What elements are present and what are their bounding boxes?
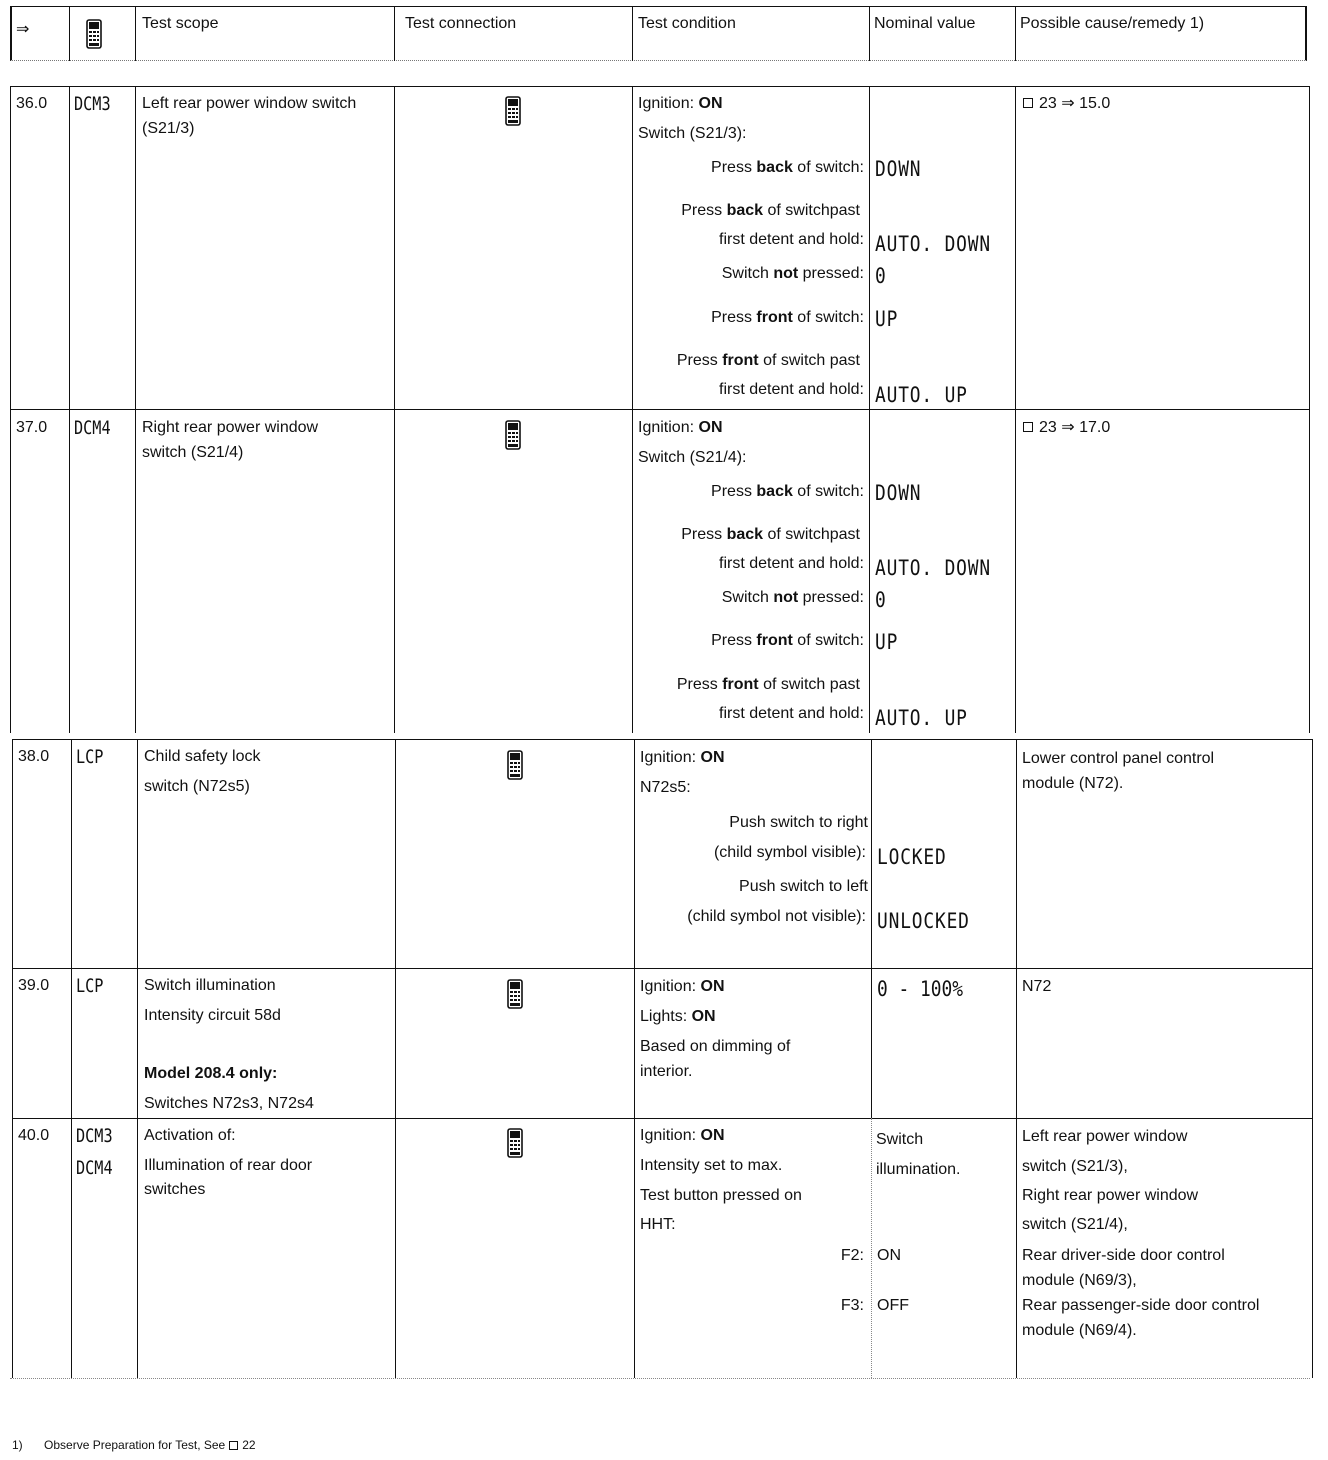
- condition-step: Press front of switch:: [711, 632, 864, 649]
- column-divider: [632, 86, 633, 733]
- footnote-text: Observe Preparation for Test, See: [44, 1438, 226, 1452]
- condition-step: (child symbol visible):: [713, 844, 866, 861]
- module-code: LCP: [76, 746, 104, 768]
- cause-text: switch (S21/4),: [1022, 1216, 1128, 1233]
- test-scope-line: Illumination of rear door: [144, 1157, 313, 1174]
- row-number: 39.0: [18, 977, 50, 994]
- column-divider: [871, 739, 872, 1119]
- cause-text: Rear passenger-side door control: [1022, 1297, 1260, 1314]
- header-nominal-value: Nominal value: [874, 15, 976, 32]
- column-divider: [871, 1118, 872, 1378]
- row-border: [10, 86, 1310, 87]
- module-code: LCP: [76, 975, 104, 997]
- tester-icon: [507, 979, 523, 1009]
- condition-step: Press back of switchpast: [681, 526, 860, 543]
- test-scope-line: Child safety lock: [144, 748, 261, 765]
- reference-box-icon: [1023, 422, 1033, 432]
- column-divider: [1309, 86, 1310, 733]
- condition-step: Test button pressed on: [640, 1187, 802, 1204]
- tester-icon: [86, 19, 102, 49]
- nominal-value: OFF: [877, 1297, 909, 1314]
- column-divider: [869, 86, 870, 733]
- condition-step: Push switch to left: [739, 878, 868, 895]
- test-scope-line: switch (S21/4): [142, 444, 244, 461]
- module-code: DCM4: [74, 417, 111, 439]
- table-bottom: [10, 1378, 1310, 1379]
- condition-ignition: Ignition: ON: [640, 1127, 725, 1144]
- cause-reference: 23 ⇒ 15.0: [1023, 94, 1110, 114]
- footnote-ref: 22: [242, 1438, 256, 1452]
- condition-step: Press back of switch:: [711, 159, 864, 176]
- column-divider: [10, 86, 11, 733]
- cause-text: module (N69/4).: [1022, 1322, 1137, 1339]
- column-divider: [395, 739, 396, 1378]
- cause-text: Left rear power window: [1022, 1128, 1188, 1145]
- column-divider: [135, 6, 136, 61]
- column-divider: [1016, 739, 1017, 1378]
- cause-text: module (N69/3),: [1022, 1272, 1137, 1289]
- nominal-value: LOCKED: [877, 845, 947, 869]
- reference-box-icon: [229, 1441, 238, 1450]
- condition-step: Press front of switch past: [676, 352, 860, 369]
- function-key-f3: F3:: [840, 1297, 864, 1314]
- test-scope-line: (S21/3): [142, 120, 195, 137]
- condition-step: Switch not pressed:: [721, 589, 864, 606]
- tester-icon: [505, 96, 521, 126]
- header-test-connection: Test connection: [405, 15, 517, 32]
- condition-step: first detent and hold:: [719, 381, 864, 398]
- condition-step: first detent and hold:: [719, 231, 864, 248]
- column-divider: [69, 6, 70, 61]
- condition-lights: Lights: ON: [640, 1008, 716, 1025]
- nominal-value: AUTO. DOWN: [875, 232, 991, 256]
- column-divider: [135, 86, 136, 733]
- row-border: [10, 409, 1310, 410]
- module-code: DCM3: [76, 1125, 113, 1147]
- nominal-value: UP: [875, 307, 899, 331]
- nominal-value: ON: [877, 1247, 901, 1264]
- column-divider: [632, 6, 633, 61]
- cause-text: N72: [1022, 978, 1052, 995]
- condition-step: (child symbol not visible):: [687, 908, 866, 925]
- nominal-value: AUTO. UP: [875, 706, 968, 730]
- test-scope-line: Switches N72s3, N72s4: [144, 1095, 314, 1112]
- footnote: [12, 1437, 256, 1453]
- header-possible-cause: Possible cause/remedy 1): [1020, 15, 1205, 32]
- tester-icon: [507, 1128, 523, 1158]
- row-number: 36.0: [16, 95, 48, 112]
- tester-icon: [505, 420, 521, 450]
- nominal-value: 0: [875, 588, 887, 612]
- condition-ignition: Ignition: ON: [638, 419, 723, 436]
- test-scope-line: Right rear power window: [142, 419, 319, 436]
- footnote-mark: 1): [12, 1438, 23, 1452]
- column-divider: [394, 86, 395, 733]
- row-number: 38.0: [18, 748, 50, 765]
- nominal-value: AUTO. UP: [875, 383, 968, 407]
- nominal-value: UNLOCKED: [877, 909, 970, 933]
- header-arrow: ⇒: [16, 21, 30, 38]
- column-divider: [634, 739, 635, 1378]
- row-border: [12, 739, 1312, 740]
- test-scope-line: Switch illumination: [144, 977, 276, 994]
- column-divider: [869, 6, 870, 61]
- condition-step: Press front of switch past: [676, 676, 860, 693]
- test-scope-line: switch (N72s5): [144, 778, 250, 795]
- row-number: 37.0: [16, 419, 48, 436]
- header-test-condition: Test condition: [638, 15, 736, 32]
- condition-switch: Switch (S21/3):: [638, 125, 747, 142]
- test-scope-line: Model 208.4 only:: [144, 1065, 278, 1082]
- row-number: 40.0: [18, 1127, 50, 1144]
- condition-switch: Switch (S21/4):: [638, 449, 747, 466]
- condition-step: Switch not pressed:: [721, 265, 864, 282]
- function-key-f2: F2:: [840, 1247, 864, 1264]
- cause-text: switch (S21/3),: [1022, 1158, 1128, 1175]
- column-divider: [1015, 86, 1016, 733]
- test-scope-line: Left rear power window switch: [142, 95, 357, 112]
- cause-text: module (N72).: [1022, 775, 1124, 792]
- nominal-text: Switch: [876, 1131, 924, 1148]
- condition-switch: N72s5:: [640, 779, 691, 796]
- reference-box-icon: [1023, 98, 1033, 108]
- condition-step: Press back of switchpast: [681, 202, 860, 219]
- cause-text: Right rear power window: [1022, 1187, 1199, 1204]
- column-divider: [394, 6, 395, 61]
- column-divider: [137, 739, 138, 1378]
- cause-text: Lower control panel control: [1022, 750, 1215, 767]
- column-divider: [71, 739, 72, 1378]
- nominal-value: DOWN: [875, 157, 922, 181]
- tester-icon: [507, 750, 523, 780]
- condition-ignition: Ignition: ON: [638, 95, 723, 112]
- condition-step: interior.: [640, 1063, 693, 1080]
- condition-step: Push switch to right: [729, 814, 868, 831]
- condition-step: Press front of switch:: [711, 309, 864, 326]
- nominal-value: DOWN: [875, 481, 922, 505]
- condition-ignition: Ignition: ON: [640, 749, 725, 766]
- row-border: [12, 968, 1312, 969]
- column-divider: [69, 86, 70, 733]
- test-scope-line: Intensity circuit 58d: [144, 1007, 281, 1024]
- test-scope-line: Activation of:: [144, 1127, 236, 1144]
- header-test-scope: Test scope: [142, 15, 219, 32]
- condition-step: Intensity set to max.: [640, 1157, 783, 1174]
- column-divider: [12, 739, 13, 1378]
- module-code: DCM3: [74, 93, 111, 115]
- module-code: DCM4: [76, 1157, 113, 1179]
- test-scope-line: switches: [144, 1181, 206, 1198]
- nominal-text: illumination.: [876, 1161, 961, 1178]
- nominal-value: 0: [875, 264, 887, 288]
- row-border: [12, 1118, 1312, 1119]
- condition-step: first detent and hold:: [719, 705, 864, 722]
- column-divider: [1312, 739, 1313, 1378]
- condition-step: Press back of switch:: [711, 483, 864, 500]
- condition-step: first detent and hold:: [719, 555, 864, 572]
- nominal-value: UP: [875, 630, 899, 654]
- column-divider: [1015, 6, 1016, 61]
- cause-reference: 23 ⇒ 17.0: [1023, 418, 1110, 438]
- nominal-value: 0 - 100%: [877, 977, 963, 1001]
- cause-text: Rear driver-side door control: [1022, 1247, 1225, 1264]
- nominal-value: AUTO. DOWN: [875, 556, 991, 580]
- condition-step: HHT:: [640, 1216, 676, 1233]
- condition-step: Based on dimming of: [640, 1038, 791, 1055]
- condition-ignition: Ignition: ON: [640, 978, 725, 995]
